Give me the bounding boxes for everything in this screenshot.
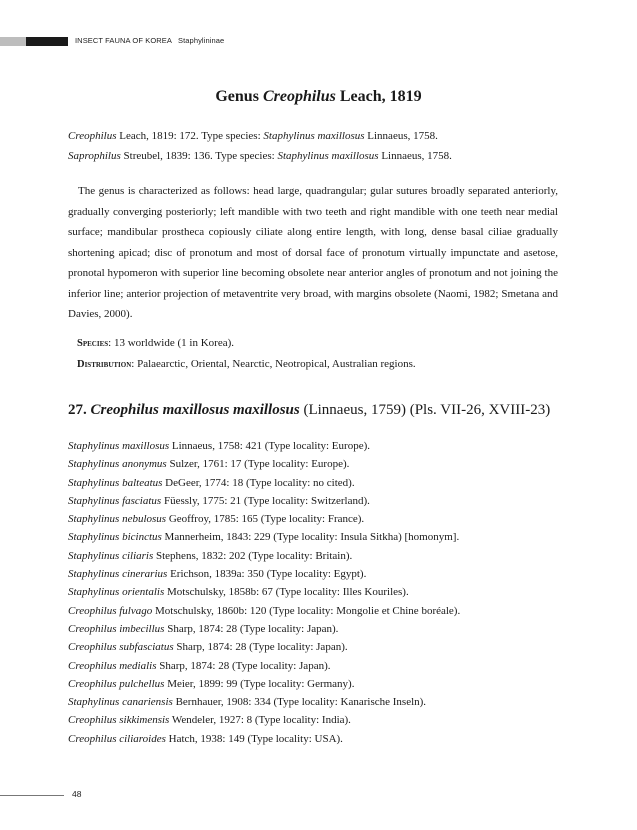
- species-synonym: [68, 547, 460, 565]
- synonym-citation: Motschulsky, 1858b: 67 (Type locality: Illes Kouriles).: [164, 586, 409, 599]
- species-synonym: [68, 657, 460, 675]
- synonym-name: Creophilus sikkimensis: [68, 714, 170, 727]
- species-synonym: [68, 510, 460, 528]
- genus-title-prefix: Genus: [215, 88, 263, 105]
- distribution-line: [77, 354, 416, 375]
- species-distribution-block: [77, 333, 416, 375]
- synonym-citation: DeGeer, 1774: 18 (Type locality: no cited).: [162, 476, 355, 489]
- species-synonym: [68, 730, 460, 748]
- genus-description: The genus is characterized as follows: head large, quadrangular; gular sutures broadly separated anteriorly, gradually converging posteriorly; left mandible with two teeth and right mandible with one teeth near medial surface; mandibular prostheca copiously ciliate along entire length, with long, dense basal ciliae gradually shortening apicad; disc of pronotum and most of dorsal face of pronotum virtually impunctate and asetose, pronotal hypomeron with superior line becoming obsolete near anterior angles of pronotum and not joining the inferior line; anterior projection of metaventrite very broad, with margins obsolete (Naomi, 1982; Smetana and Davies, 2000).: [68, 185, 558, 320]
- synonym-citation: Hatch, 1938: 149 (Type locality: USA).: [165, 732, 343, 745]
- synonym-citation: Stephens, 1832: 202 (Type locality: Britain).: [153, 549, 353, 562]
- species-synonym: [68, 620, 460, 638]
- distribution-value: : Palaearctic, Oriental, Nearctic, Neotropical, Australian regions.: [131, 358, 416, 370]
- genus-synonym: Saprophilus Streubel, 1839: 136. Type species: Staphylinus maxillosus Linnaeus, 1758.: [68, 150, 452, 162]
- synonym-name: Creophilus pulchellus: [68, 677, 165, 690]
- genus-title-author: Leach, 1819: [335, 88, 422, 105]
- species-synonym: [68, 492, 460, 510]
- running-subfamily: Staphylininae: [177, 36, 225, 45]
- synonym-citation: Motschulsky, 1860b: 120 (Type locality: Mongolie et Chine boréale).: [152, 604, 461, 617]
- species-value: : 13 worldwide (1 in Korea).: [108, 337, 234, 349]
- synonym-citation: Mannerheim, 1843: 229 (Type locality: Insula Sitkha) [homonym].: [161, 531, 460, 544]
- synonym-citation: Erichson, 1839a: 350 (Type locality: Egypt).: [167, 568, 367, 581]
- synonym-name: Staphylinus nebulosus: [68, 513, 167, 526]
- species-synonym: [68, 565, 460, 583]
- genus-synonym-list: [68, 126, 452, 166]
- synonym-name: Staphylinus ciliaris: [68, 549, 154, 562]
- synonym-name: Staphylinus cinerarius: [68, 568, 168, 581]
- species-synonym: [68, 711, 460, 729]
- synonym-citation: Wendeler, 1927: 8 (Type locality: India).: [169, 714, 351, 727]
- synonym-name: Creophilus imbecillus: [68, 622, 165, 635]
- running-title: INSECT FAUNA OF KOREA: [75, 36, 172, 45]
- species-synonym: [68, 474, 460, 492]
- synonym-name: Staphylinus balteatus: [68, 476, 163, 489]
- synonym-citation: Sharp, 1874: 28 (Type locality: Japan).: [156, 659, 331, 672]
- synonym-name: Creophilus ciliaroides: [68, 732, 166, 745]
- footer-rule: [0, 795, 64, 796]
- species-label: Species: [77, 338, 109, 349]
- synonym-name: Staphylinus orientalis: [68, 586, 165, 599]
- species-synonym: [68, 693, 460, 711]
- synonym-name: Staphylinus fasciatus: [68, 494, 162, 507]
- synonym-name: Staphylinus anonymus: [68, 458, 167, 471]
- synonym-name: Staphylinus bicinctus: [68, 531, 162, 544]
- synonym-citation: Füessly, 1775: 21 (Type locality: Switzerland).: [161, 494, 370, 507]
- synonym-citation: Sharp, 1874: 28 (Type locality: Japan).: [173, 641, 348, 654]
- synonym-name: Staphylinus canariensis: [68, 696, 173, 709]
- header-bar-grey: [0, 37, 26, 46]
- species-synonym: [68, 528, 460, 546]
- synonym-name: Creophilus medialis: [68, 659, 157, 672]
- synonym-citation: Bernhauer, 1908: 334 (Type locality: Kanarische Inseln).: [172, 696, 427, 709]
- species-count-line: [77, 333, 416, 354]
- synonym-citation: Geoffroy, 1785: 165 (Type locality: France).: [166, 513, 365, 526]
- synonym-name: Creophilus subfasciatus: [68, 641, 174, 654]
- species-name: Creophilus maxillosus maxillosus: [90, 402, 300, 418]
- species-synonym: [68, 675, 460, 693]
- genus-title-name: Creophilus: [262, 88, 336, 105]
- species-synonym: [68, 638, 460, 656]
- running-header: [75, 36, 224, 45]
- synonym-name: Creophilus fulvago: [68, 604, 153, 617]
- species-title: [68, 402, 550, 419]
- species-synonym: [68, 437, 460, 455]
- genus-title: [0, 88, 637, 106]
- species-number: 27.: [68, 402, 87, 418]
- synonym-citation: Sulzer, 1761: 17 (Type locality: Europe).: [166, 458, 350, 471]
- synonym-citation: Linnaeus, 1758: 421 (Type locality: Europe).: [169, 440, 370, 452]
- species-title-rest: (Linnaeus, 1759) (Pls. VII-26, XVIII-23): [299, 402, 551, 418]
- genus-synonym: Creophilus Leach, 1819: 172. Type species: Staphylinus maxillosus Linnaeus, 1758.: [68, 130, 438, 142]
- synonym-citation: Meier, 1899: 99 (Type locality: Germany).: [164, 677, 355, 690]
- synonym-name: Staphylinus maxillosus: [68, 440, 170, 452]
- species-synonym: [68, 455, 460, 473]
- species-synonym: [68, 583, 460, 601]
- species-synonym: [68, 602, 460, 620]
- header-bar-black: [26, 37, 68, 46]
- distribution-label: Distribution: [77, 359, 132, 370]
- species-synonym-list: [68, 437, 460, 748]
- page-number: 48: [72, 789, 82, 799]
- synonym-citation: Sharp, 1874: 28 (Type locality: Japan).: [164, 622, 339, 635]
